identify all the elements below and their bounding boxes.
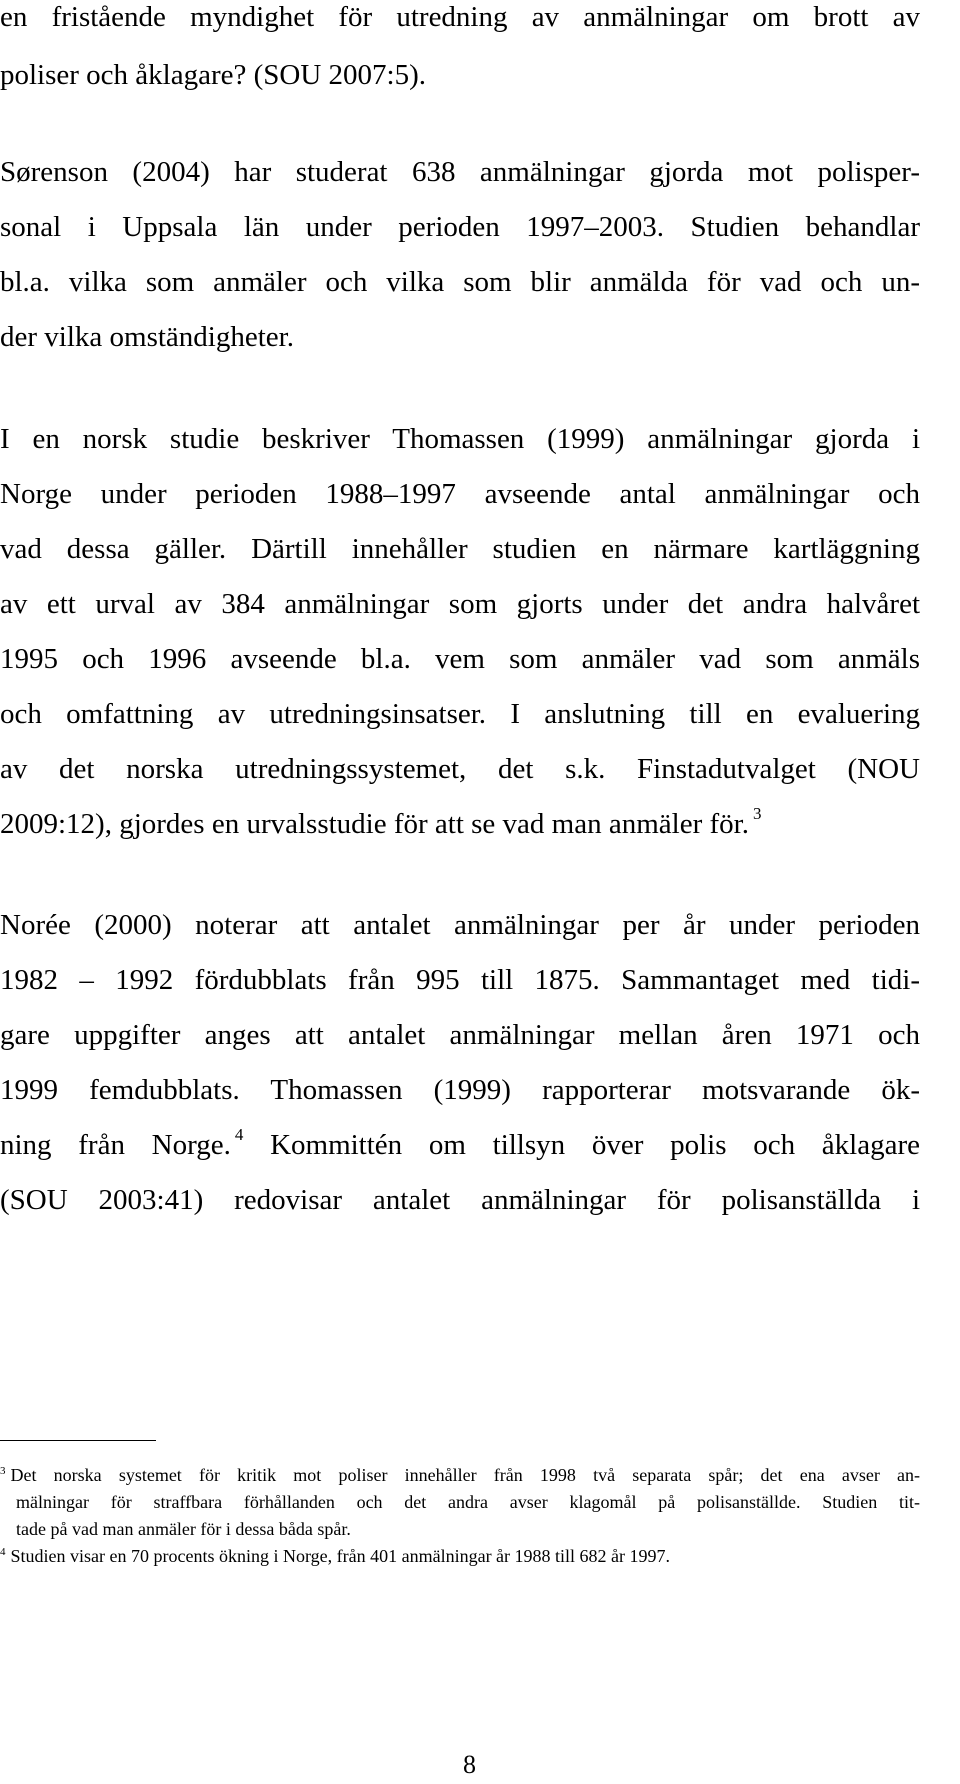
body-text-line: (SOU 2003:41) redovisar antalet anmälningar för polisanställda i [0, 1184, 920, 1216]
body-text-line: Norée (2000) noterar att antalet anmälningar per år under perioden [0, 909, 920, 941]
footnote-text: Studien visar en 70 procents ökning i Norge, från 401 anmälningar år 1988 till 682 år 1997. [10, 1546, 671, 1566]
footnote-reference[interactable]: 4 [234, 1125, 244, 1144]
body-text-line: 1995 och 1996 avseende bl.a. vem som anmäler vad som anmäls [0, 643, 920, 675]
body-text-line: sonal i Uppsala län under perioden 1997–2003. Studien behandlar [0, 211, 920, 243]
footnote-number: 3 [0, 1465, 6, 1477]
footnote-number: 4 [0, 1546, 6, 1558]
body-text-line: bl.a. vilka som anmäler och vilka som blir anmälda för vad och un- [0, 266, 920, 298]
body-text-line: gare uppgifter anges att antalet anmälningar mellan åren 1971 och [0, 1019, 920, 1051]
body-text-line: och omfattning av utredningsinsatser. I anslutning till en evaluering [0, 698, 920, 730]
body-text-line: der vilka omständigheter. [0, 321, 294, 353]
body-text-line: 1982 – 1992 fördubblats från 995 till 1875. Sammantaget med tidi- [0, 964, 920, 996]
body-text-line: poliser och åklagare? (SOU 2007:5). [0, 59, 427, 91]
body-text-line: Norge under perioden 1988–1997 avseende antal anmälningar och [0, 478, 920, 510]
body-text: Kommittén om tillsyn över polis och åklagare [243, 1129, 920, 1161]
footnote-line: tade på vad man anmäler för i dessa båda spår. [16, 1519, 351, 1539]
body-text-line [0, 804, 762, 845]
footnote-line [0, 1464, 920, 1489]
body-text-line [0, 1125, 920, 1166]
body-text: 2009:12), gjordes en urvalsstudie för att se vad man anmäler för. [0, 808, 749, 840]
footnote-reference[interactable]: 3 [752, 804, 762, 823]
body-text-line: av det norska utredningssystemet, det s.k. Finstadutvalget (NOU [0, 753, 920, 785]
body-text-line: 1999 femdubblats. Thomassen (1999) rapporterar motsvarande ök- [0, 1074, 920, 1106]
body-text-line: av ett urval av 384 anmälningar som gjorts under det andra halvåret [0, 588, 920, 620]
footnote-line: mälningar för straffbara förhållanden och det andra avser klagomål på polisanställde. Studien tit- [16, 1492, 920, 1512]
footnote-text: Det norska systemet för kritik mot poliser innehåller från 1998 två separata spår; det ena avser an- [10, 1465, 920, 1485]
body-text: ning från Norge. [0, 1129, 231, 1161]
body-text-line: I en norsk studie beskriver Thomassen (1999) anmälningar gjorda i [0, 423, 920, 455]
body-text-line: en fristående myndighet för utredning av anmälningar om brott av [0, 1, 920, 33]
page-number: 8 [463, 1750, 476, 1779]
body-text-line: Sørenson (2004) har studerat 638 anmälningar gjorda mot polisper- [0, 156, 920, 188]
body-text-line: vad dessa gäller. Därtill innehåller studien en närmare kartläggning [0, 533, 920, 565]
footnote-separator [0, 1440, 156, 1441]
footnote-line [0, 1545, 670, 1570]
